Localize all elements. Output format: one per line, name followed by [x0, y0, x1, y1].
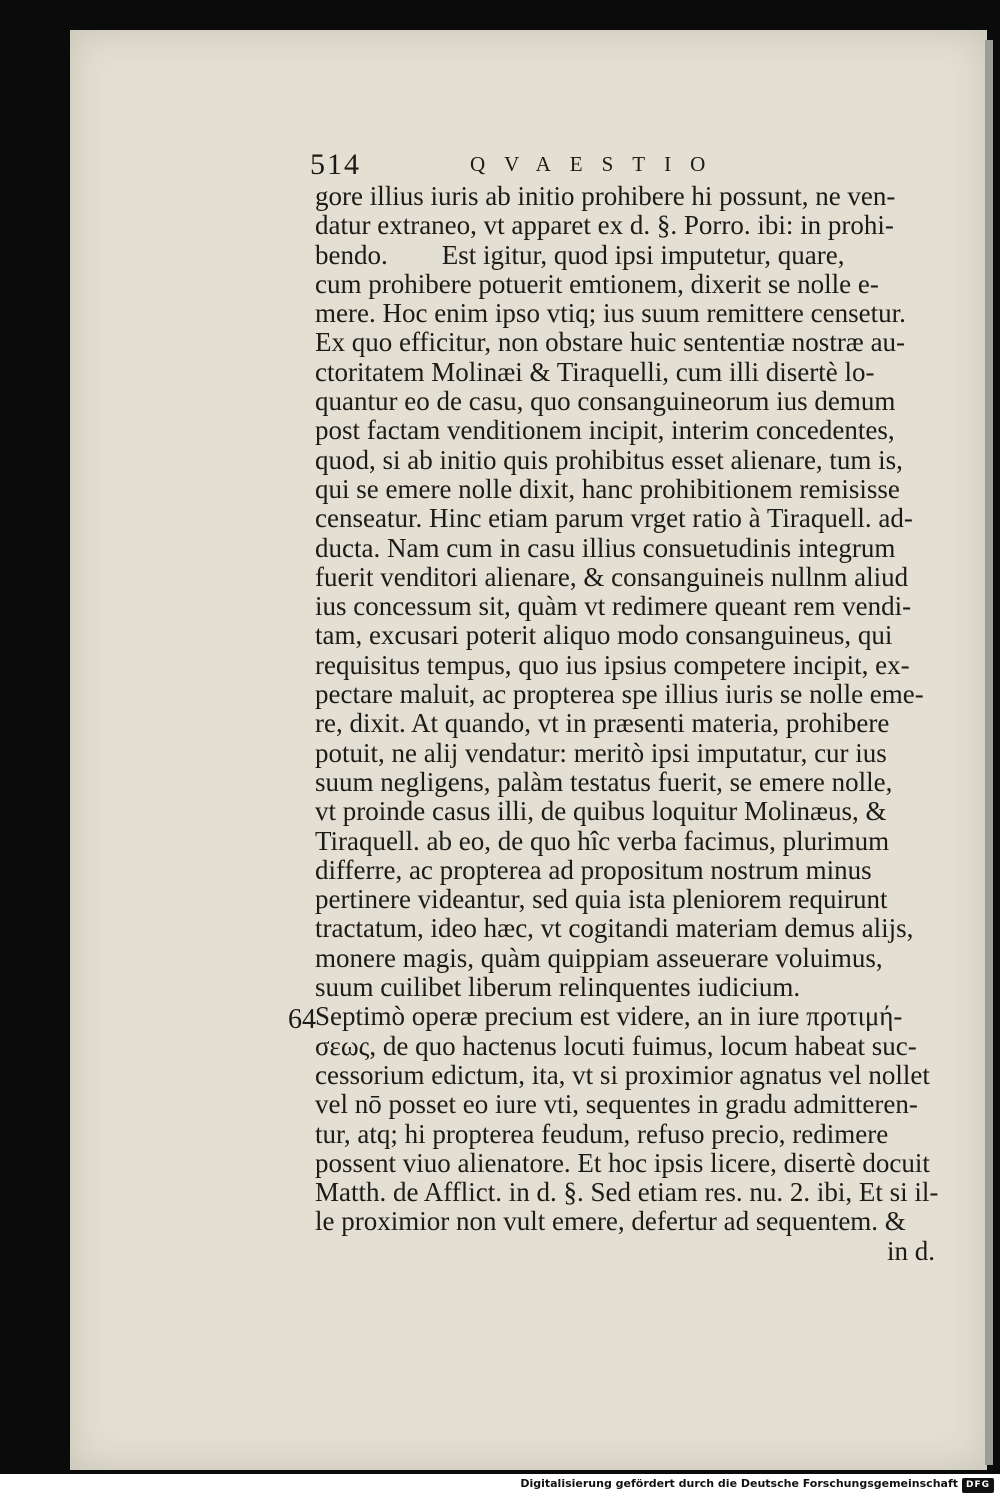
text-line: possent viuo alienatore. Et hoc ipsis licere, disertè docuit	[315, 1147, 930, 1178]
text-line: tur, atq; hi propterea feudum, refuso precio, redimere	[315, 1118, 889, 1149]
text-line: le proximior non vult emere, defertur ad sequentem. &	[315, 1206, 906, 1237]
text-line: monere magis, quàm quippiam asseuerare voluimus,	[315, 942, 883, 973]
footer-credit: Digitalisierung gefördert durch die Deutsche Forschungsgemeinschaft	[520, 1477, 958, 1490]
text-line: pectare maluit, ac propterea spe illius iuris se nolle eme-	[315, 679, 924, 710]
text-line: tam, excusari poterit aliquo modo consanguineus, qui	[315, 620, 893, 651]
text-line: suum negligens, palàm testatus fuerit, se emere nolle,	[315, 766, 893, 797]
text-line: vt proinde casus illi, de quibus loquitur Molinæus, &	[315, 796, 887, 827]
text-line: ctoritatem Molinæi & Tiraquelli, cum illi disertè lo-	[315, 356, 875, 387]
text-line: cum prohibere potuerit emtionem, dixerit se nolle e-	[315, 268, 879, 299]
text-line: ius concessum sit, quàm vt redimere queant rem vendi-	[315, 591, 912, 622]
text-line: σεως, de quo hactenus locuti fuimus, locum habeat suc-	[315, 1030, 917, 1061]
text-line: vel nō posset eo iure vti, sequentes in gradu admitteren-	[315, 1089, 918, 1120]
text-line: Ex quo efficitur, non obstare huic sententiæ nostræ au-	[315, 327, 906, 358]
digitization-footer	[0, 1474, 1000, 1499]
text-line: post factam venditionem incipit, interim concedentes,	[315, 415, 895, 446]
text-line: censeatur. Hinc etiam parum vrget ratio à Tiraquell. ad-	[315, 503, 913, 534]
text-line: Tiraquell. ab eo, de quo hîc verba facimus, plurimum	[315, 825, 890, 856]
page-number: 514	[310, 148, 361, 181]
text-line: re, dixit. At quando, vt in præsenti materia, prohibere	[315, 708, 890, 739]
text-line: qui se emere nolle dixit, hanc prohibitionem remisisse	[315, 473, 900, 504]
catchword: in d.	[886, 1235, 935, 1266]
text-line: potuit, ne alij vendatur: meritò ipsi imputatur, cur ius	[315, 737, 887, 768]
text-line: datur extraneo, vt apparet ex d. §. Porro. ibi: in prohi-	[315, 210, 894, 241]
text-line: Matth. de Afflict. in d. §. Sed etiam res. nu. 2. ibi, Et si il-	[315, 1177, 939, 1208]
text-line: mere. Hoc enim ipso vtiq; ius suum remittere censetur.	[315, 298, 906, 329]
page-edge	[985, 40, 993, 1465]
text-line: bendo. Est igitur, quod ipsi imputetur, quare,	[315, 239, 845, 270]
running-head	[310, 148, 930, 180]
dfg-logo: DFG	[962, 1478, 994, 1493]
text-line: tractatum, ideo hæc, vt cogitandi materiam demus alijs,	[315, 913, 914, 944]
text-line: differre, ac propterea ad propositum nostrum minus	[315, 854, 872, 885]
text-line: suum cuilibet liberum relinquentes iudicium.	[315, 972, 801, 1003]
text-line: pertinere videantur, sed quia ista pleniorem requirunt	[315, 884, 888, 915]
text-line: cessorium edictum, ita, vt si proximior agnatus vel nollet	[315, 1059, 930, 1090]
text-line: requisitus tempus, quo ius ipsius competere incipit, ex-	[315, 649, 910, 680]
text-line: quod, si ab initio quis prohibitus esset alienare, tum is,	[315, 444, 903, 475]
text-line: ducta. Nam cum in casu illius consuetudinis integrum	[315, 532, 896, 563]
text-line: fuerit venditori alienare, & consanguineis nullnm aliud	[315, 561, 909, 592]
text-line: gore illius iuris ab initio prohibere hi possunt, ne ven-	[315, 181, 896, 211]
text-line: Septimò operæ precium est videre, an in iure προτιμή-	[315, 1001, 903, 1032]
margin-section-number: 64	[288, 1004, 316, 1035]
running-title: QVAESTIO	[470, 152, 725, 176]
text-line: quantur eo de casu, quo consanguineorum ius demum	[315, 386, 896, 417]
text-block	[315, 181, 939, 1266]
